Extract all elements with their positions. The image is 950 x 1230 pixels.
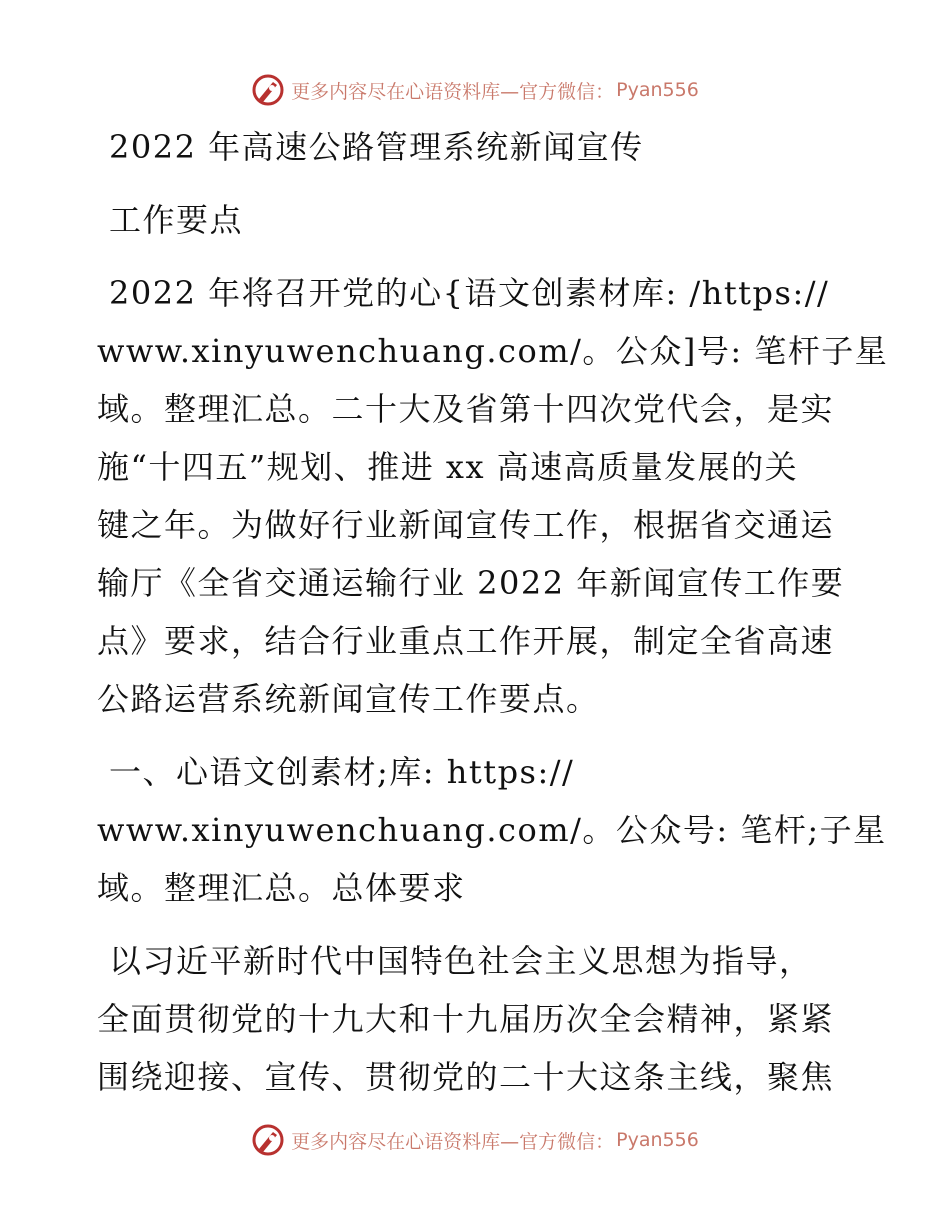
paragraph-line: 2022 年将召开党的心{语文创素材库: /https:// — [109, 274, 830, 312]
document-title-line-2: 工作要点 — [109, 201, 244, 239]
paragraph-line: 域。整理汇总。二十大及省第十四次党代会，是实 — [97, 390, 835, 428]
section-heading-line: 域。整理汇总。总体要求 — [97, 869, 466, 907]
document-body — [97, 118, 889, 1106]
section-heading-line: www.xinyuwenchuang.com/。公众号: 笔杆;子星 — [97, 811, 887, 849]
watermark-contact: Pyan556 — [616, 79, 699, 101]
paragraph-line: 施“十四五”规划、推进 xx 高速高质量发展的关 — [97, 448, 799, 486]
paragraph-line: 全面贯彻党的十九大和十九届历次全会精神，紧紧 — [97, 1000, 835, 1038]
paragraph-line: 输厅《全省交通运输行业 2022 年新闻宣传工作要 — [97, 564, 845, 602]
section-heading-1 — [97, 743, 887, 917]
footer-watermark — [0, 1120, 950, 1160]
red-pen-circle-logo-icon — [251, 73, 285, 107]
document-title-line-1: 2022 年高速公路管理系统新闻宣传 — [109, 128, 644, 166]
paragraph-line: 围绕迎接、宣传、贯彻党的二十大这条主线，聚焦 — [97, 1058, 835, 1096]
paragraph-line: 键之年。为做好行业新闻宣传工作，根据省交通运 — [97, 506, 835, 544]
paragraph-line: 点》要求，结合行业重点工作开展，制定全省高速 — [97, 622, 835, 660]
watermark-text: 更多内容尽在心语资料库—官方微信： — [291, 80, 615, 103]
paragraph-guidance — [97, 932, 853, 1106]
paragraph-line: www.xinyuwenchuang.com/。公众]号: 笔杆子星 — [97, 332, 889, 370]
paragraph-intro — [97, 264, 889, 728]
watermark-contact: Pyan556 — [616, 1129, 699, 1151]
section-heading-line: 一、心语文创素材;库: https:// — [109, 753, 575, 791]
watermark-text: 更多内容尽在心语资料库—官方微信： — [291, 1130, 615, 1153]
paragraph-line: 以习近平新时代中国特色社会主义思想为指导， — [109, 942, 813, 980]
red-pen-circle-logo-icon — [251, 1123, 285, 1157]
header-watermark — [0, 70, 950, 110]
paragraph-line: 公路运营系统新闻宣传工作要点。 — [97, 680, 600, 718]
